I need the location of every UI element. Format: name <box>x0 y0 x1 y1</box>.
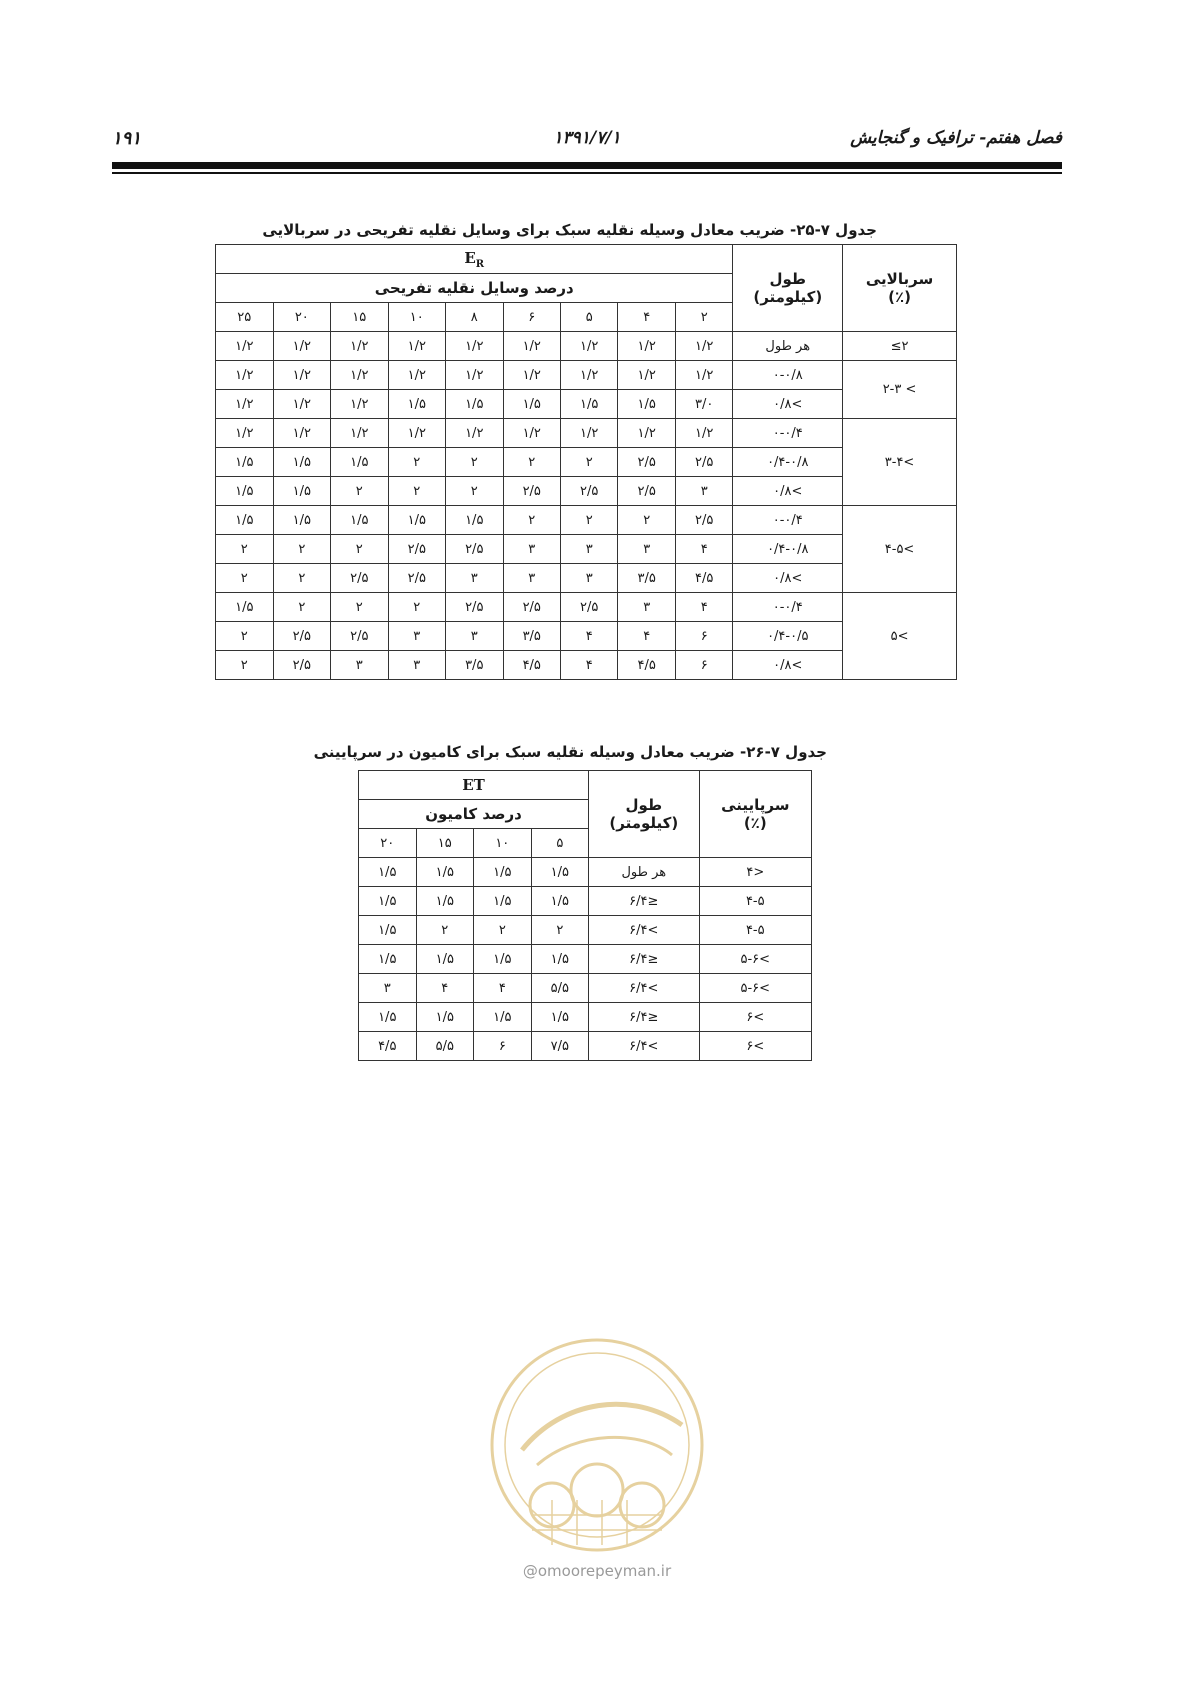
table1-value-cell: ۳ <box>446 564 503 593</box>
table2-percent-header: درصد کامیون <box>359 800 589 829</box>
table1-value-cell: ۲ <box>446 448 503 477</box>
table2-value-cell: ۴/۵ <box>359 1032 417 1061</box>
table1-value-cell: ۴/۵ <box>503 651 560 680</box>
table1-value-cell: ۱/۲ <box>675 419 732 448</box>
table1-grade-cell: >۵ <box>843 593 957 680</box>
table1-value-cell: ۲ <box>388 448 445 477</box>
table1-value-cell: ۳ <box>618 593 675 622</box>
table1-value-cell: ۱/۲ <box>216 390 274 419</box>
table1-value-cell: ۲/۵ <box>388 535 445 564</box>
table1-value-cell: ۲/۵ <box>675 506 732 535</box>
table2-value-cell: ۱/۵ <box>359 1003 417 1032</box>
table2-value-cell: ۳ <box>359 974 417 1003</box>
table1-value-cell: ۲/۵ <box>560 477 617 506</box>
table2-value-cell: ۱/۵ <box>416 945 474 974</box>
table1-value-cell: ۲ <box>216 651 274 680</box>
table1-value-cell: ۱/۲ <box>388 332 445 361</box>
table1-grade-cell: >۳-۴ <box>843 419 957 506</box>
table1-value-cell: ۱/۲ <box>446 361 503 390</box>
table1-value-cell: ۱/۵ <box>216 448 274 477</box>
table1-value-cell: ۱/۲ <box>331 419 388 448</box>
table1-value-cell: ۱/۲ <box>388 361 445 390</box>
table2-value-cell: ۴ <box>474 974 532 1003</box>
table1-percent-cell: ۱۵ <box>331 303 388 332</box>
table1-length-cell: ۰/۴-۰/۸ <box>733 448 843 477</box>
table2-value-cell: ۱/۵ <box>474 858 532 887</box>
table1-value-cell: ۱/۲ <box>675 361 732 390</box>
table1-value-cell: ۴/۵ <box>618 651 675 680</box>
table1-value-cell: ۲/۵ <box>675 448 732 477</box>
table1-value-cell: ۲ <box>216 535 274 564</box>
table1-value-cell: ۱/۲ <box>388 419 445 448</box>
table2-length-header <box>589 771 699 858</box>
table2-value-cell: ۱/۵ <box>359 916 417 945</box>
table2-length-cell: >۶/۴ <box>589 1032 699 1061</box>
table1-length-header <box>733 245 843 332</box>
table2-grade-header <box>699 771 811 858</box>
table1-length-cell: ۰-۰/۴ <box>733 506 843 535</box>
table2-value-cell: ۶ <box>474 1032 532 1061</box>
table2-percent-cell: ۵ <box>531 829 589 858</box>
table1-value-cell: ۳/۰ <box>675 390 732 419</box>
table1-data-row <box>216 419 957 448</box>
table1-value-cell: ۱/۵ <box>331 448 388 477</box>
table2-length-cell: ≤۶/۴ <box>589 887 699 916</box>
header-rule-thin <box>112 172 1062 174</box>
table1-value-cell: ۱/۲ <box>331 361 388 390</box>
table1-value-cell: ۲ <box>216 622 274 651</box>
table1-value-cell: ۲ <box>388 477 445 506</box>
table2-length-cell: هر طول <box>589 858 699 887</box>
table1-percent-cell: ۶ <box>503 303 560 332</box>
table2-value-cell: ۷/۵ <box>531 1032 589 1061</box>
table1-value-cell: ۱/۲ <box>503 419 560 448</box>
table2-data-row <box>359 887 812 916</box>
table2-caption: جدول ۷-۲۶- ضریب معادل وسیله نقلیه سبک برای کامیون در سرپایینی <box>313 743 827 761</box>
table1-value-cell: ۲ <box>560 448 617 477</box>
table1-value-cell: ۱/۵ <box>388 506 445 535</box>
table1-caption: جدول ۷-۲۵- ضریب معادل وسیله نقلیه سبک برای وسایل نقلیه تفریحی در سربالایی <box>262 221 877 239</box>
table1-percent-cell: ۲۵ <box>216 303 274 332</box>
table2-value-cell: ۲ <box>531 916 589 945</box>
table2-length-cell: ≤۶/۴ <box>589 1003 699 1032</box>
table1-length-cell: ۰-۰/۸ <box>733 361 843 390</box>
table1-value-cell: ۱/۲ <box>273 419 330 448</box>
table1-value-cell: ۱/۲ <box>216 419 274 448</box>
table2-length-cell: ≤۶/۴ <box>589 945 699 974</box>
table1-length-cell: ۰-۰/۴ <box>733 419 843 448</box>
table2-percent-cell: ۱۵ <box>416 829 474 858</box>
table1-value-cell: ۱/۲ <box>618 361 675 390</box>
table1-value-cell: ۱/۲ <box>273 390 330 419</box>
table1-value-cell: ۱/۵ <box>273 477 330 506</box>
table1-value-cell: ۳/۵ <box>503 622 560 651</box>
table1-grade-cell: > ۲-۳ <box>843 361 957 419</box>
table2-value-cell: ۱/۵ <box>474 887 532 916</box>
table1-value-cell: ۱/۲ <box>331 390 388 419</box>
table1-percent-cell: ۴ <box>618 303 675 332</box>
table1-value-cell: ۳ <box>388 622 445 651</box>
table1-grade-cell: ۲≥ <box>843 332 957 361</box>
table1-length-cell: ۰-۰/۴ <box>733 593 843 622</box>
table2-data-row <box>359 1003 812 1032</box>
table1-value-cell: ۲ <box>331 477 388 506</box>
table2-header-row <box>359 771 812 800</box>
table2-value-cell: ۱/۵ <box>474 1003 532 1032</box>
table1-value-cell: ۱/۵ <box>618 390 675 419</box>
table2-value-cell: ۵/۵ <box>416 1032 474 1061</box>
table1-value-cell: ۱/۲ <box>216 361 274 390</box>
table1-value-cell: ۱/۵ <box>216 506 274 535</box>
table1-percent-cell: ۸ <box>446 303 503 332</box>
table1-data-row <box>216 506 957 535</box>
table1-value-cell: ۳ <box>388 651 445 680</box>
table1-value-cell: ۳/۵ <box>446 651 503 680</box>
table2-factor-header: ET <box>359 771 589 800</box>
table1-factor-header <box>216 245 733 274</box>
table1-value-cell: ۲/۵ <box>331 564 388 593</box>
table2-value-cell: ۱/۵ <box>416 1003 474 1032</box>
table1-value-cell: ۱/۲ <box>503 361 560 390</box>
length-header-label: طول <box>769 270 807 288</box>
table1-value-cell: ۱/۵ <box>273 448 330 477</box>
table2-value-cell: ۱/۵ <box>531 945 589 974</box>
grade-header-label: سرپایینی <box>721 796 790 814</box>
table2-value-cell: ۱/۵ <box>359 858 417 887</box>
table1-value-cell: ۱/۵ <box>388 390 445 419</box>
table1-value-cell: ۲/۵ <box>273 651 330 680</box>
table2-percent-cell: ۱۰ <box>474 829 532 858</box>
table2-value-cell: ۱/۵ <box>474 945 532 974</box>
page-number: ۱۹۱ <box>112 128 142 149</box>
table2-grade-cell: >۶ <box>699 1032 811 1061</box>
table2-grade-cell: >۵-۶ <box>699 974 811 1003</box>
table1-value-cell: ۱/۵ <box>273 506 330 535</box>
table1-grade-header <box>843 245 957 332</box>
table1-value-cell: ۲/۵ <box>446 535 503 564</box>
table1-length-cell: ۰/۴-۰/۵ <box>733 622 843 651</box>
table1-value-cell: ۳/۵ <box>618 564 675 593</box>
table2-value-cell: ۱/۵ <box>359 887 417 916</box>
table1-value-cell: ۲/۵ <box>273 622 330 651</box>
table1-value-cell: ۴ <box>618 622 675 651</box>
table1-percent-cell: ۵ <box>560 303 617 332</box>
table2-length-cell: >۶/۴ <box>589 974 699 1003</box>
table1-data-row <box>216 361 957 390</box>
table1-value-cell: ۱/۵ <box>503 390 560 419</box>
factor-symbol: E <box>464 248 476 267</box>
table1-length-cell: ۰/۴-۰/۸ <box>733 535 843 564</box>
watermark-url: @omoorepeyman.ir <box>522 1562 672 1580</box>
table1-value-cell: ۳ <box>446 622 503 651</box>
table1-value-cell: ۲ <box>446 477 503 506</box>
table1-value-cell: ۱/۲ <box>273 332 330 361</box>
table2-value-cell: ۱/۵ <box>416 858 474 887</box>
table1-value-cell: ۴ <box>560 622 617 651</box>
table2-value-cell: ۲ <box>416 916 474 945</box>
table1-value-cell: ۲ <box>331 593 388 622</box>
table2-grade-cell: <۴ <box>699 858 811 887</box>
table1-value-cell: ۲ <box>216 564 274 593</box>
table1-length-cell: >۰/۸ <box>733 651 843 680</box>
table1-value-cell: ۲ <box>331 535 388 564</box>
table1-value-cell: ۲/۵ <box>560 593 617 622</box>
table1-value-cell: ۱/۲ <box>446 332 503 361</box>
table2-data-row <box>359 974 812 1003</box>
table1-value-cell: ۶ <box>675 651 732 680</box>
length-header-label: طول <box>625 796 663 814</box>
table1-value-cell: ۳ <box>618 535 675 564</box>
table1-value-cell: ۲ <box>503 506 560 535</box>
table1-value-cell: ۲/۵ <box>503 593 560 622</box>
table1-value-cell: ۲/۵ <box>446 593 503 622</box>
table1-value-cell: ۴ <box>675 593 732 622</box>
table2-truck-downgrade <box>358 770 812 1061</box>
table2-value-cell: ۱/۵ <box>359 945 417 974</box>
table1-value-cell: ۱/۵ <box>216 593 274 622</box>
length-header-unit: (کیلومتر) <box>609 814 679 832</box>
table1-value-cell: ۳ <box>675 477 732 506</box>
table1-value-cell: ۲/۵ <box>331 622 388 651</box>
table2-percent-cell: ۲۰ <box>359 829 417 858</box>
table1-value-cell: ۱/۵ <box>446 390 503 419</box>
length-header-unit: (کیلومتر) <box>753 288 823 306</box>
table2-value-cell: ۱/۵ <box>416 887 474 916</box>
table1-value-cell: ۲ <box>618 506 675 535</box>
table2-grade-cell: ۴-۵ <box>699 887 811 916</box>
table1-value-cell: ۳ <box>331 651 388 680</box>
table1-value-cell: ۱/۲ <box>503 332 560 361</box>
table1-value-cell: ۶ <box>675 622 732 651</box>
table2-data-row <box>359 1032 812 1061</box>
table1-value-cell: ۲/۵ <box>618 477 675 506</box>
table1-value-cell: ۱/۲ <box>273 361 330 390</box>
table1-value-cell: ۱/۲ <box>675 332 732 361</box>
table1-value-cell: ۴ <box>560 651 617 680</box>
table2-value-cell: ۱/۵ <box>531 1003 589 1032</box>
header-rule-thick <box>112 162 1062 169</box>
table1-length-cell: >۰/۸ <box>733 390 843 419</box>
table2-grade-cell: ۴-۵ <box>699 916 811 945</box>
table2-data-row <box>359 858 812 887</box>
table1-value-cell: ۱/۲ <box>560 361 617 390</box>
table1-value-cell: ۴/۵ <box>675 564 732 593</box>
table1-length-cell: هر طول <box>733 332 843 361</box>
table1-grade-cell: >۴-۵ <box>843 506 957 593</box>
table1-header-row <box>216 245 957 274</box>
chapter-title: فصل هفتم- ترافیک و گنجایش <box>850 128 1062 148</box>
table2-data-row <box>359 916 812 945</box>
table2-value-cell: ۱/۵ <box>531 858 589 887</box>
table2-length-cell: >۶/۴ <box>589 916 699 945</box>
table1-percent-header: درصد وسایل نقلیه تفریحی <box>216 274 733 303</box>
table2-data-row <box>359 945 812 974</box>
table1-value-cell: ۱/۲ <box>560 419 617 448</box>
table1-value-cell: ۲/۵ <box>388 564 445 593</box>
table1-recreational-vehicle-upgrade <box>215 244 957 680</box>
table1-value-cell: ۴ <box>675 535 732 564</box>
table1-value-cell: ۱/۲ <box>216 332 274 361</box>
table1-value-cell: ۱/۲ <box>331 332 388 361</box>
table1-value-cell: ۲ <box>503 448 560 477</box>
grade-header-unit: (٪) <box>888 288 911 306</box>
table2-grade-cell: >۵-۶ <box>699 945 811 974</box>
grade-header-unit: (٪) <box>743 814 767 832</box>
table1-value-cell: ۱/۵ <box>560 390 617 419</box>
table2-value-cell: ۵/۵ <box>531 974 589 1003</box>
table1-value-cell: ۲/۵ <box>618 448 675 477</box>
table2-grade-cell: >۶ <box>699 1003 811 1032</box>
table1-value-cell: ۳ <box>503 564 560 593</box>
table1-percent-cell: ۲ <box>675 303 732 332</box>
table1-value-cell: ۲ <box>273 535 330 564</box>
table1-value-cell: ۱/۲ <box>560 332 617 361</box>
grade-header-label: سربالایی <box>865 270 934 288</box>
table1-value-cell: ۲ <box>560 506 617 535</box>
table1-value-cell: ۱/۲ <box>446 419 503 448</box>
table1-value-cell: ۲ <box>273 593 330 622</box>
table2-value-cell: ۴ <box>416 974 474 1003</box>
table1-value-cell: ۳ <box>503 535 560 564</box>
table1-value-cell: ۳ <box>560 564 617 593</box>
table1-data-row <box>216 332 957 361</box>
header-date: ۱۳۹۱/۷/۱ <box>553 128 621 148</box>
table1-value-cell: ۲/۵ <box>503 477 560 506</box>
table2-value-cell: ۱/۵ <box>531 887 589 916</box>
table1-value-cell: ۱/۵ <box>446 506 503 535</box>
factor-subscript: R <box>475 258 485 270</box>
table1-length-cell: >۰/۸ <box>733 477 843 506</box>
table1-data-row <box>216 593 957 622</box>
table1-percent-cell: ۱۰ <box>388 303 445 332</box>
table1-percent-cell: ۲۰ <box>273 303 330 332</box>
table1-length-cell: >۰/۸ <box>733 564 843 593</box>
table1-value-cell: ۲ <box>388 593 445 622</box>
table1-value-cell: ۱/۲ <box>618 332 675 361</box>
table1-value-cell: ۱/۵ <box>216 477 274 506</box>
table1-value-cell: ۳ <box>560 535 617 564</box>
table1-value-cell: ۱/۲ <box>618 419 675 448</box>
page-header <box>112 128 1062 154</box>
watermark-logo <box>482 1330 712 1560</box>
table2-value-cell: ۲ <box>474 916 532 945</box>
table1-value-cell: ۲ <box>273 564 330 593</box>
table1-value-cell: ۱/۵ <box>331 506 388 535</box>
